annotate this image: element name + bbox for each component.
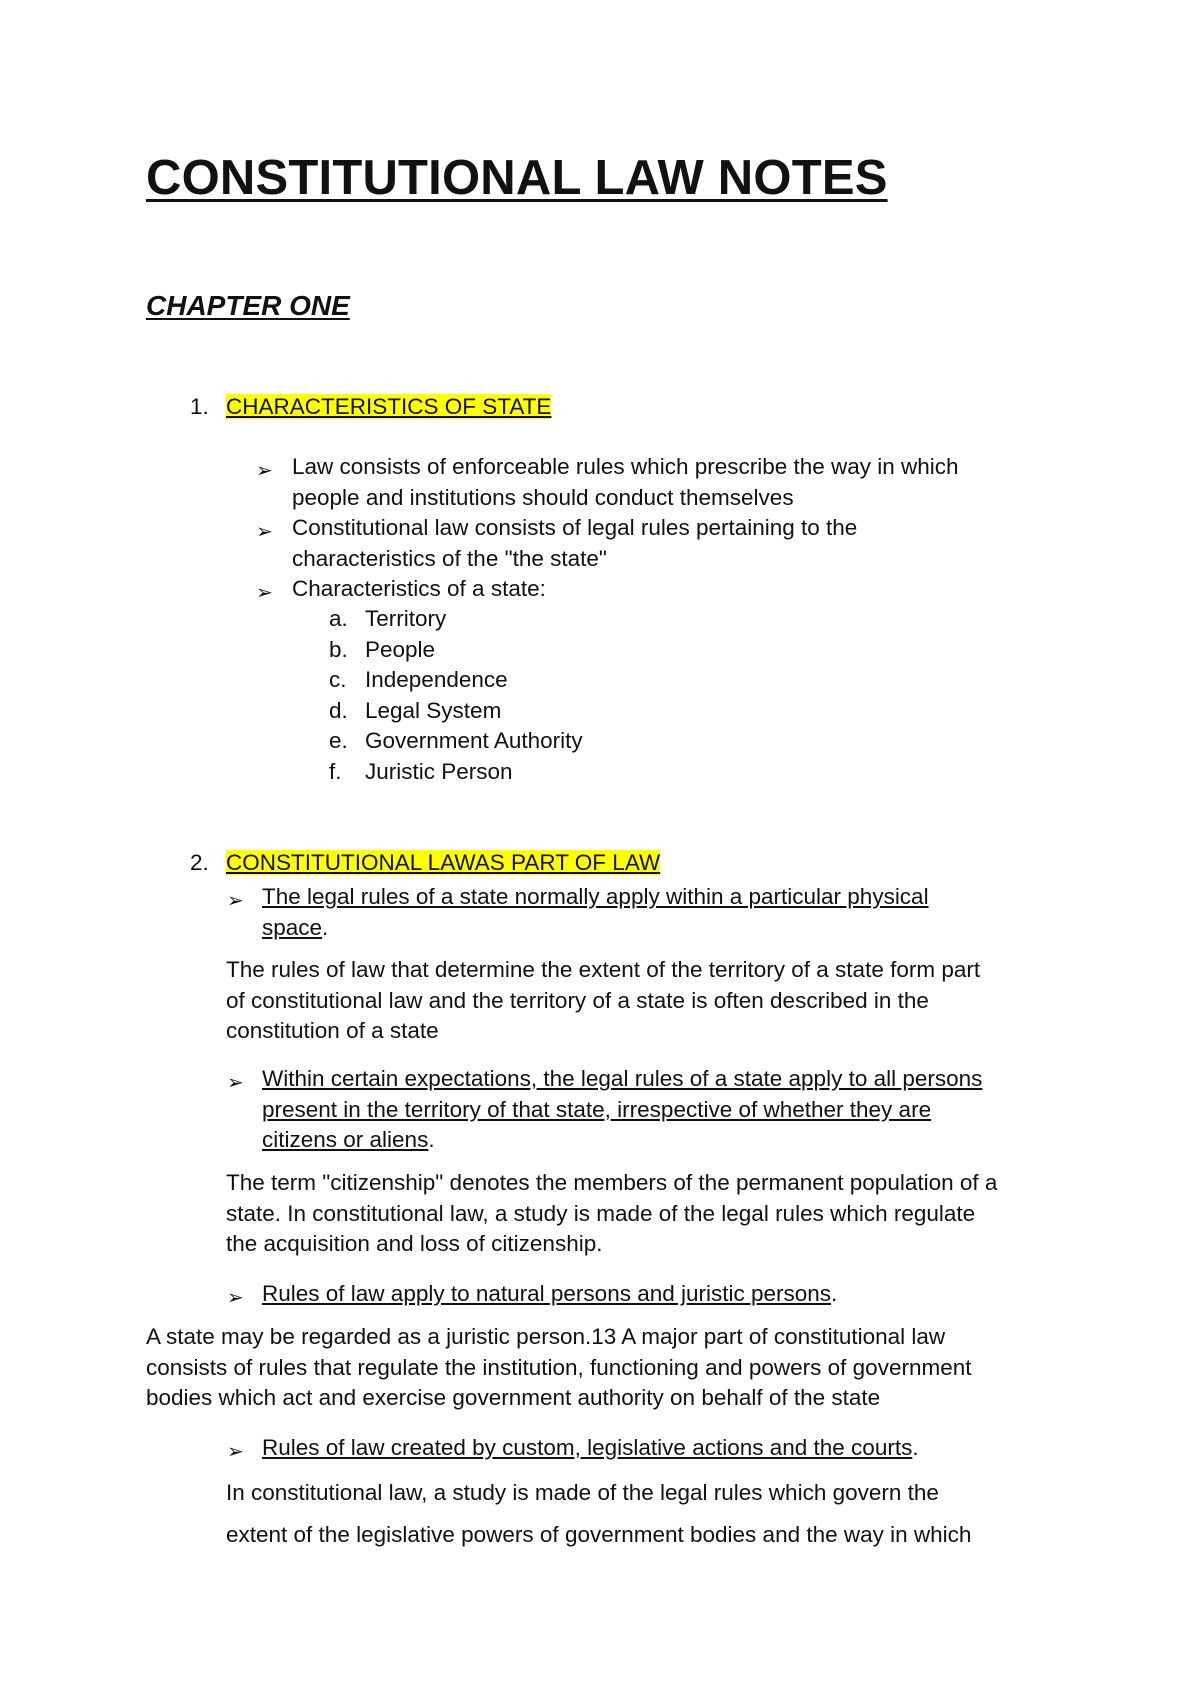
list-item: f. Juristic Person [329, 758, 513, 784]
bullet-line: present in the territory of that state, irrespective of whether they are [262, 1096, 932, 1122]
paragraph-juristic-person: A state may be regarded as a juristic person.13 A major part of constitutional law consists of rules that regulate the institution, functioning and powers of government bodies which act and exercise government authority on behalf of the state [146, 1324, 972, 1410]
section-1-number: 1. [190, 394, 209, 419]
alpha-list [329, 604, 583, 787]
document-title: CONSTITUTIONAL LAW NOTES [146, 151, 888, 205]
bullet-line: The legal rules of a state normally apply within a particular physical [262, 884, 929, 909]
bullet-line: citizens or aliens. [262, 1127, 435, 1152]
arrow-bullet-icon: ➢ [256, 521, 273, 543]
bullet-line: Within certain expectations, the legal rules of a state apply to all persons [262, 1066, 983, 1091]
bullet-line: space. [262, 914, 329, 940]
bullet-line: characteristics of the "the state" [292, 545, 607, 571]
list-item: d. Legal System [329, 697, 502, 723]
paragraph-legislative-powers: In constitutional law, a study is made of the legal rules which govern the extent of the legislative powers of government bodies and the way in which [226, 1480, 972, 1547]
section-2-heading-text: CONSTITUTIONAL LAWAS PART OF LAW [226, 850, 661, 875]
section-1-heading [226, 394, 551, 420]
bullet-1-3: Characteristics of a state: [292, 576, 546, 601]
bullet-line: Law consists of enforceable rules which prescribe the way in which [292, 454, 959, 479]
section-2-heading [226, 850, 660, 876]
paragraph-territory: The rules of law that determine the extent of the territory of a state form part of constitutional law and the territory of a state is often described in the constitution of a state [226, 957, 981, 1043]
arrow-bullet-icon: ➢ [227, 1441, 244, 1463]
paragraph-citizenship: The term "citizenship" denotes the members of the permanent population of a state. In constitutional law, a study is made of the legal rules which regulate the acquisition and loss of citizenship. [226, 1170, 998, 1256]
bullet-1-1 [292, 452, 959, 513]
bullet-2-2 [262, 1064, 982, 1156]
bullet-line: Constitutional law consists of legal rules pertaining to the [292, 515, 858, 540]
arrow-bullet-icon: ➢ [227, 1072, 244, 1094]
arrow-bullet-icon: ➢ [256, 460, 273, 482]
list-item: c. Independence [329, 667, 508, 692]
section-2-number: 2. [190, 850, 209, 875]
list-item: a. Territory [329, 606, 447, 631]
chapter-heading: CHAPTER ONE [146, 290, 350, 321]
list-item: e. Government Authority [329, 728, 583, 753]
bullet-line: people and institutions should conduct themselves [292, 484, 794, 510]
bullet-1-2 [292, 513, 857, 574]
bullet-2-1 [262, 882, 929, 943]
bullet-2-4: Rules of law created by custom, legislative actions and the courts. [262, 1435, 919, 1460]
arrow-bullet-icon: ➢ [227, 1287, 244, 1309]
arrow-bullet-icon: ➢ [256, 582, 273, 604]
bullet-2-3: Rules of law apply to natural persons and juristic persons. [262, 1281, 838, 1306]
list-item: b. People [329, 636, 436, 662]
section-1-heading-text: CHARACTERISTICS OF STATE [226, 394, 552, 419]
arrow-bullet-icon: ➢ [227, 890, 244, 912]
